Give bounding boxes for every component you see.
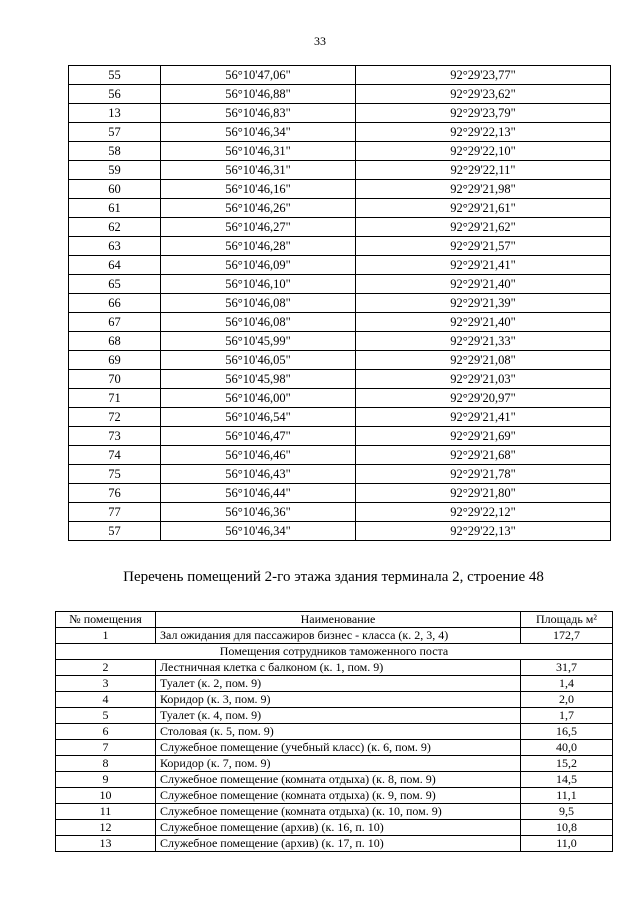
point-number: 73 (69, 427, 161, 446)
latitude-cell: 56°10'46,08" (161, 313, 356, 332)
longitude-cell: 92°29'22,13" (356, 522, 611, 541)
latitude-cell: 56°10'46,08" (161, 294, 356, 313)
room-area: 14,5 (521, 772, 613, 788)
point-number: 69 (69, 351, 161, 370)
coords-row (69, 161, 611, 180)
latitude-cell: 56°10'45,99" (161, 332, 356, 351)
longitude-cell: 92°29'21,33" (356, 332, 611, 351)
point-number: 57 (69, 522, 161, 541)
latitude-cell: 56°10'46,47" (161, 427, 356, 446)
point-number: 57 (69, 123, 161, 142)
latitude-cell: 56°10'46,34" (161, 522, 356, 541)
latitude-cell: 56°10'46,34" (161, 123, 356, 142)
point-number: 58 (69, 142, 161, 161)
latitude-cell: 56°10'46,00" (161, 389, 356, 408)
point-number: 77 (69, 503, 161, 522)
coords-row (69, 85, 611, 104)
rooms-table-row (56, 692, 613, 708)
header-room-area: Площадь м² (521, 612, 613, 628)
coords-row (69, 465, 611, 484)
room-area: 1,7 (521, 708, 613, 724)
room-name: Туалет (к. 2, пом. 9) (156, 676, 521, 692)
coords-row (69, 104, 611, 123)
point-number: 66 (69, 294, 161, 313)
rooms-table-row (56, 660, 613, 676)
longitude-cell: 92°29'22,13" (356, 123, 611, 142)
latitude-cell: 56°10'46,46" (161, 446, 356, 465)
longitude-cell: 92°29'21,62" (356, 218, 611, 237)
longitude-cell: 92°29'21,98" (356, 180, 611, 199)
coords-row (69, 389, 611, 408)
rooms-table-row (56, 836, 613, 852)
point-number: 63 (69, 237, 161, 256)
rooms-table-row (56, 756, 613, 772)
coords-row (69, 180, 611, 199)
room-name: Служебное помещение (архив) (к. 16, п. 10) (156, 820, 521, 836)
latitude-cell: 56°10'45,98" (161, 370, 356, 389)
latitude-cell: 56°10'46,27" (161, 218, 356, 237)
rooms-table (55, 611, 613, 852)
latitude-cell: 56°10'46,83" (161, 104, 356, 123)
rooms-table-row (56, 724, 613, 740)
point-number: 68 (69, 332, 161, 351)
header-room-name: Наименование (156, 612, 521, 628)
rooms-table-row (56, 804, 613, 820)
latitude-cell: 56°10'46,36" (161, 503, 356, 522)
room-area: 172,7 (521, 628, 613, 644)
room-number: 6 (56, 724, 156, 740)
point-number: 70 (69, 370, 161, 389)
coords-row (69, 294, 611, 313)
rooms-table-row (56, 628, 613, 644)
coords-row (69, 332, 611, 351)
coords-row (69, 427, 611, 446)
room-area: 11,0 (521, 836, 613, 852)
latitude-cell: 56°10'46,05" (161, 351, 356, 370)
point-number: 61 (69, 199, 161, 218)
longitude-cell: 92°29'22,11" (356, 161, 611, 180)
longitude-cell: 92°29'21,03" (356, 370, 611, 389)
point-number: 67 (69, 313, 161, 332)
room-name: Лестничная клетка с балконом (к. 1, пом. 9) (156, 660, 521, 676)
point-number: 76 (69, 484, 161, 503)
room-name: Коридор (к. 7, пом. 9) (156, 756, 521, 772)
room-number: 10 (56, 788, 156, 804)
rooms-table-row (56, 772, 613, 788)
latitude-cell: 56°10'46,31" (161, 161, 356, 180)
coords-row (69, 123, 611, 142)
room-name: Служебное помещение (комната отдыха) (к. 9, пом. 9) (156, 788, 521, 804)
room-number: 12 (56, 820, 156, 836)
latitude-cell: 56°10'46,28" (161, 237, 356, 256)
rooms-table-subheader-row (56, 644, 613, 660)
point-number: 62 (69, 218, 161, 237)
coords-row (69, 351, 611, 370)
rooms-table-header-row (56, 612, 613, 628)
coordinates-table-body (69, 66, 611, 541)
room-area: 16,5 (521, 724, 613, 740)
rooms-table-row (56, 708, 613, 724)
room-area: 1,4 (521, 676, 613, 692)
longitude-cell: 92°29'21,40" (356, 275, 611, 294)
room-name: Столовая (к. 5, пом. 9) (156, 724, 521, 740)
coords-row (69, 446, 611, 465)
longitude-cell: 92°29'21,80" (356, 484, 611, 503)
coords-row (69, 237, 611, 256)
room-number: 8 (56, 756, 156, 772)
longitude-cell: 92°29'21,41" (356, 408, 611, 427)
room-name: Служебное помещение (комната отдыха) (к. 10, пом. 9) (156, 804, 521, 820)
longitude-cell: 92°29'21,69" (356, 427, 611, 446)
longitude-cell: 92°29'23,79" (356, 104, 611, 123)
latitude-cell: 56°10'47,06" (161, 66, 356, 85)
latitude-cell: 56°10'46,16" (161, 180, 356, 199)
room-name: Зал ожидания для пассажиров бизнес - класса (к. 2, 3, 4) (156, 628, 521, 644)
longitude-cell: 92°29'21,78" (356, 465, 611, 484)
latitude-cell: 56°10'46,88" (161, 85, 356, 104)
rooms-table-row (56, 740, 613, 756)
room-number: 7 (56, 740, 156, 756)
coords-row (69, 218, 611, 237)
room-area: 9,5 (521, 804, 613, 820)
coords-row (69, 256, 611, 275)
rooms-subheader: Помещения сотрудников таможенного поста (56, 644, 613, 660)
longitude-cell: 92°29'21,41" (356, 256, 611, 275)
longitude-cell: 92°29'21,08" (356, 351, 611, 370)
room-number: 11 (56, 804, 156, 820)
rooms-table-row (56, 676, 613, 692)
header-room-number: № помещения (56, 612, 156, 628)
coords-row (69, 370, 611, 389)
point-number: 64 (69, 256, 161, 275)
room-name: Туалет (к. 4, пом. 9) (156, 708, 521, 724)
coordinates-table (68, 65, 611, 541)
room-number: 9 (56, 772, 156, 788)
point-number: 71 (69, 389, 161, 408)
longitude-cell: 92°29'23,77" (356, 66, 611, 85)
room-number: 5 (56, 708, 156, 724)
longitude-cell: 92°29'21,39" (356, 294, 611, 313)
room-name: Служебное помещение (комната отдыха) (к. 8, пом. 9) (156, 772, 521, 788)
longitude-cell: 92°29'20,97" (356, 389, 611, 408)
point-number: 56 (69, 85, 161, 104)
room-area: 40,0 (521, 740, 613, 756)
point-number: 55 (69, 66, 161, 85)
coords-row (69, 66, 611, 85)
coords-row (69, 484, 611, 503)
room-number: 1 (56, 628, 156, 644)
point-number: 75 (69, 465, 161, 484)
longitude-cell: 92°29'23,62" (356, 85, 611, 104)
latitude-cell: 56°10'46,31" (161, 142, 356, 161)
latitude-cell: 56°10'46,43" (161, 465, 356, 484)
coords-row (69, 275, 611, 294)
room-area: 15,2 (521, 756, 613, 772)
room-name: Коридор (к. 3, пом. 9) (156, 692, 521, 708)
longitude-cell: 92°29'21,68" (356, 446, 611, 465)
coords-row (69, 408, 611, 427)
room-area: 11,1 (521, 788, 613, 804)
point-number: 72 (69, 408, 161, 427)
longitude-cell: 92°29'21,40" (356, 313, 611, 332)
longitude-cell: 92°29'22,12" (356, 503, 611, 522)
point-number: 74 (69, 446, 161, 465)
room-number: 2 (56, 660, 156, 676)
room-number: 4 (56, 692, 156, 708)
longitude-cell: 92°29'21,61" (356, 199, 611, 218)
latitude-cell: 56°10'46,09" (161, 256, 356, 275)
coords-row (69, 313, 611, 332)
latitude-cell: 56°10'46,54" (161, 408, 356, 427)
rooms-table-row (56, 788, 613, 804)
point-number: 60 (69, 180, 161, 199)
page-number: 33 (314, 34, 326, 48)
coords-row (69, 142, 611, 161)
room-number: 3 (56, 676, 156, 692)
room-name: Служебное помещение (архив) (к. 17, п. 10) (156, 836, 521, 852)
point-number: 65 (69, 275, 161, 294)
room-area: 10,8 (521, 820, 613, 836)
room-area: 31,7 (521, 660, 613, 676)
rooms-table-row (56, 820, 613, 836)
latitude-cell: 56°10'46,26" (161, 199, 356, 218)
room-number: 13 (56, 836, 156, 852)
longitude-cell: 92°29'21,57" (356, 237, 611, 256)
longitude-cell: 92°29'22,10" (356, 142, 611, 161)
coords-row (69, 503, 611, 522)
point-number: 59 (69, 161, 161, 180)
coords-row (69, 522, 611, 541)
coords-row (69, 199, 611, 218)
room-name: Служебное помещение (учебный класс) (к. 6, пом. 9) (156, 740, 521, 756)
room-area: 2,0 (521, 692, 613, 708)
rooms-list-heading: Перечень помещений 2-го этажа здания терминала 2, строение 48 (123, 569, 544, 585)
latitude-cell: 56°10'46,44" (161, 484, 356, 503)
point-number: 13 (69, 104, 161, 123)
latitude-cell: 56°10'46,10" (161, 275, 356, 294)
rooms-table-body (56, 612, 613, 852)
